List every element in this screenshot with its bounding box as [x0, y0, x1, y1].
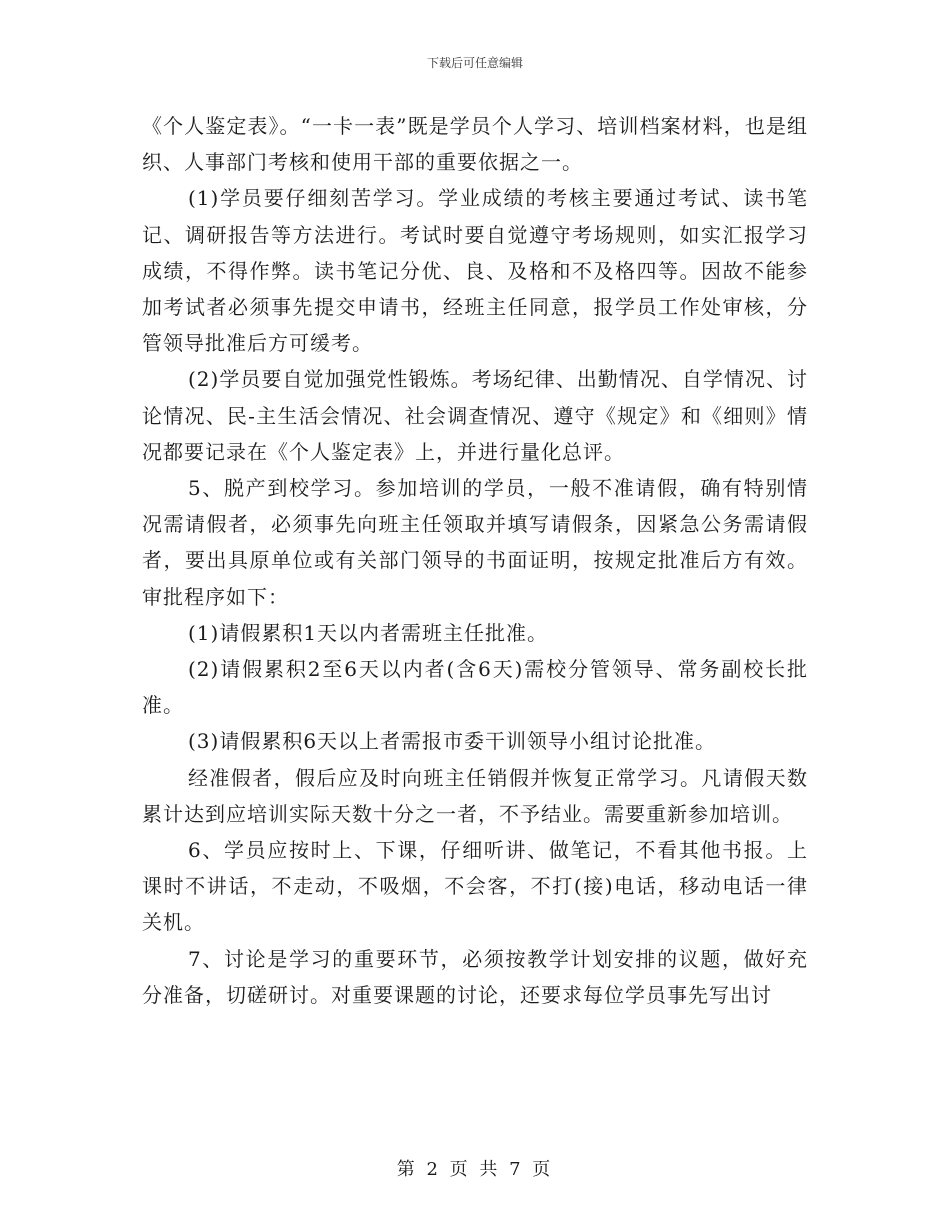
paragraph-5: (1)请假累积1天以内者需班主任批准。 [188, 620, 549, 645]
paragraph-7: (3)请假累积6天以上者需报市委干训领导小组讨论批准。 [188, 729, 717, 754]
paragraph-2: (1)学员要仔细刻苦学习。学业成绩的考核主要通过考试、读书笔记、调研报告等方法进行。考试时要自觉遵守考场规则，如实汇报学习成绩，不得作弊。读书笔记分优、良、及格和不及格四等。因故不能参加考试者必须事先提交申请书，经班主任同意，报学员工作处审核，分管领导批准后方可缓考。 [142, 186, 808, 356]
paragraph-9: 6、学员应按时上、下课，仔细听讲、做笔记，不看其他书报。上课时不讲话，不走动，不吸烟，不会客，不打(接)电话，移动电话一律关机。 [142, 838, 808, 935]
page-footer: 第 2 页 共 7 页 [396, 1159, 554, 1180]
paragraph-10: 7、讨论是学习的重要环节，必须按教学计划安排的议题，做好充分准备，切磋研讨。对重要课题的讨论，还要求每位学员事先写出讨 [142, 946, 808, 1007]
document-body [142, 108, 808, 1013]
paragraph-6: (2)请假累积2至6天以内者(含6天)需校分管领导、常务副校长批准。 [142, 657, 808, 718]
paragraph-4: 5、脱产到校学习。参加培训的学员，一般不准请假，确有特别情况需请假者，必须事先向班主任领取并填写请假条，因紧急公务需请假者，要出具原单位或有关部门领导的书面证明，按规定批准后方有效。审批程序如下： [142, 476, 808, 609]
page-header: 下载后可任意编辑 [426, 56, 523, 70]
paragraph-1: 《个人鉴定表》。“一卡一表”既是学员个人学习、培训档案材料，也是组织、人事部门考核和使用干部的重要依据之一。 [142, 114, 808, 175]
paragraph-8: 经准假者，假后应及时向班主任销假并恢复正常学习。凡请假天数累计达到应培训实际天数十分之一者，不予结业。需要重新参加培训。 [142, 765, 808, 826]
paragraph-3: (2)学员要自觉加强党性锻炼。考场纪律、出勤情况、自学情况、讨论情况、民-主生活会情况、社会调查情况、遵守《规定》和《细则》情况都要记录在《个人鉴定表》上，并进行量化总评。 [142, 367, 808, 464]
